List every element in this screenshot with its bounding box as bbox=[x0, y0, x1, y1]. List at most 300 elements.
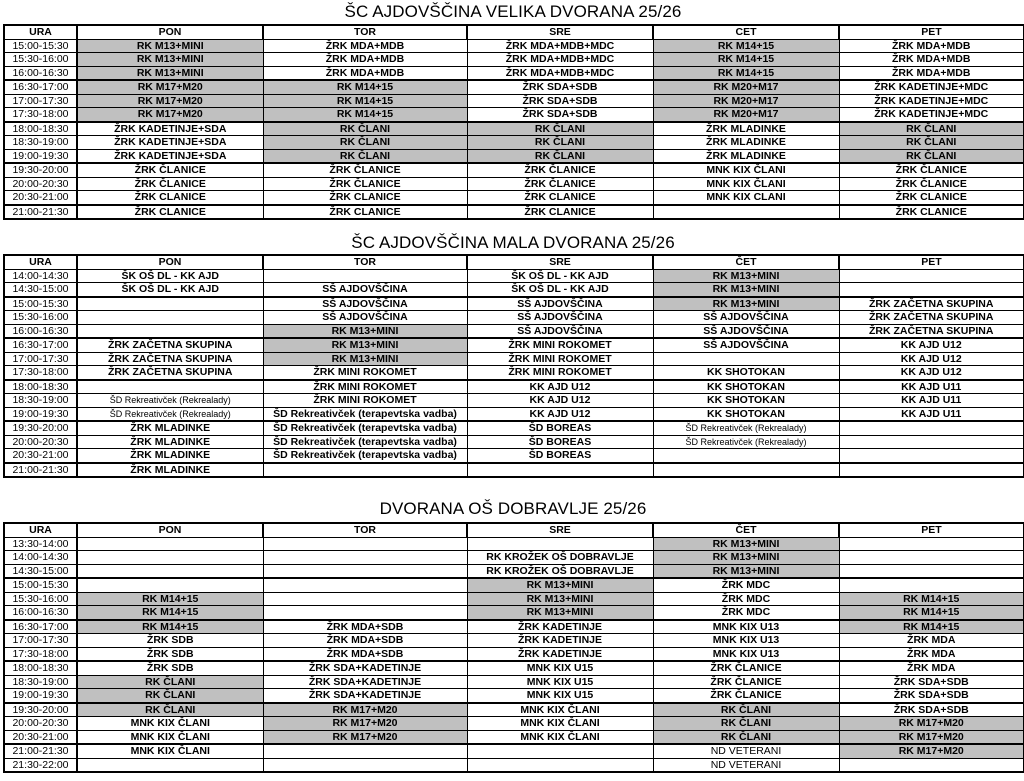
schedule-cell-cet: RK M13+MINI bbox=[653, 537, 839, 551]
schedule-table bbox=[3, 254, 1024, 478]
schedule-cell-pet: ŽRK ZAČETNA SKUPINA bbox=[839, 297, 1024, 311]
schedule-cell-tor bbox=[263, 537, 467, 551]
schedule-cell-pon bbox=[77, 380, 263, 394]
schedule-cell-tor: ŽRK SDA+KADETINJE bbox=[263, 689, 467, 703]
schedule-cell-pon: ŠK OŠ DL - KK AJD bbox=[77, 269, 263, 283]
time-slot: 16:30-17:00 bbox=[4, 620, 77, 634]
schedule-cell-tor: ŽRK MDA+SDB bbox=[263, 634, 467, 648]
time-slot: 20:30-21:00 bbox=[4, 449, 77, 463]
column-header-pet: PET bbox=[839, 255, 1024, 269]
time-slot: 16:30-17:00 bbox=[4, 338, 77, 352]
schedule-cell-sre: RK KROŽEK OŠ DOBRAVLJE bbox=[467, 551, 653, 565]
schedule-cell-pon: ŽRK CLANICE bbox=[77, 205, 263, 220]
table-row bbox=[4, 149, 1024, 163]
schedule-cell-pon: ŽRK ZAČETNA SKUPINA bbox=[77, 366, 263, 380]
schedule-cell-pet: ŽRK CLANICE bbox=[839, 205, 1024, 220]
schedule-cell-pon: ŽRK SDB bbox=[77, 661, 263, 675]
schedule-cell-pet bbox=[839, 463, 1024, 478]
schedule-cell-pon bbox=[77, 758, 263, 772]
time-slot: 18:30-19:00 bbox=[4, 675, 77, 689]
schedule-cell-cet: RK M20+M17 bbox=[653, 94, 839, 108]
column-header-pon: PON bbox=[77, 25, 263, 39]
schedule-cell-cet: ŽRK ČLANICE bbox=[653, 675, 839, 689]
time-slot: 19:00-19:30 bbox=[4, 407, 77, 421]
schedule-table bbox=[3, 522, 1024, 773]
time-slot: 13:30-14:00 bbox=[4, 537, 77, 551]
schedule-cell-tor: RK M17+M20 bbox=[263, 717, 467, 731]
column-header-cet: ČET bbox=[653, 255, 839, 269]
schedule-cell-pon: RK M17+M20 bbox=[77, 80, 263, 94]
schedule-cell-pon bbox=[77, 537, 263, 551]
schedule-cell-cet: MNK KIX U13 bbox=[653, 647, 839, 661]
schedule-cell-pon: RK M14+15 bbox=[77, 606, 263, 620]
schedule-cell-pon: MNK KIX ČLANI bbox=[77, 744, 263, 758]
table-row bbox=[4, 463, 1024, 478]
time-slot: 19:30-20:00 bbox=[4, 703, 77, 717]
schedule-cell-cet: RK M13+MINI bbox=[653, 269, 839, 283]
time-slot: 14:30-15:00 bbox=[4, 283, 77, 297]
schedule-cell-sre: RK KROŽEK OŠ DOBRAVLJE bbox=[467, 564, 653, 578]
schedule-cell-pet: ŽRK KADETINJE+MDC bbox=[839, 94, 1024, 108]
table-row bbox=[4, 66, 1024, 80]
schedule-cell-pet: RK ČLANI bbox=[839, 136, 1024, 150]
schedule-cell-cet: ND VETERANI bbox=[653, 744, 839, 758]
table-row bbox=[4, 435, 1024, 449]
schedule-cell-sre: RK M13+MINI bbox=[467, 592, 653, 606]
schedule-cell-sre: ŽRK ČLANICE bbox=[467, 163, 653, 177]
schedule-cell-pet: ŽRK CLANICE bbox=[839, 191, 1024, 205]
time-slot: 20:30-21:00 bbox=[4, 191, 77, 205]
table-row bbox=[4, 620, 1024, 634]
schedule-cell-pon bbox=[77, 564, 263, 578]
schedule-cell-pet: KK AJD U11 bbox=[839, 394, 1024, 408]
schedule-cell-pet bbox=[839, 537, 1024, 551]
time-slot: 18:00-18:30 bbox=[4, 122, 77, 136]
time-slot: 14:30-15:00 bbox=[4, 564, 77, 578]
table-row bbox=[4, 352, 1024, 366]
schedule-cell-sre: ŽRK CLANICE bbox=[467, 191, 653, 205]
table-row bbox=[4, 53, 1024, 67]
table-row bbox=[4, 407, 1024, 421]
schedule-cell-pon: RK M17+M20 bbox=[77, 108, 263, 122]
schedule-cell-pon: MNK KIX ČLANI bbox=[77, 717, 263, 731]
table-row bbox=[4, 177, 1024, 191]
column-header-sre: SRE bbox=[467, 25, 653, 39]
schedule-cell-cet: ŽRK MDC bbox=[653, 578, 839, 592]
time-slot: 20:30-21:00 bbox=[4, 730, 77, 744]
table-row bbox=[4, 564, 1024, 578]
table-row bbox=[4, 163, 1024, 177]
schedule-cell-pet bbox=[839, 578, 1024, 592]
column-header-cet: ČET bbox=[653, 523, 839, 537]
schedule-cell-pet: ŽRK SDA+SDB bbox=[839, 675, 1024, 689]
schedule-cell-cet: SŠ AJDOVŠČINA bbox=[653, 324, 839, 338]
schedule-cell-cet: RK M14+15 bbox=[653, 53, 839, 67]
schedule-cell-pon: ŠD Rekreativček (Rekrealady) bbox=[77, 394, 263, 408]
table-row bbox=[4, 94, 1024, 108]
schedule-cell-pon: RK ČLANI bbox=[77, 675, 263, 689]
schedule-cell-sre: ŽRK MDA+MDB+MDC bbox=[467, 66, 653, 80]
schedule-cell-tor: ŽRK ČLANICE bbox=[263, 163, 467, 177]
schedule-cell-tor: ŽRK CLANICE bbox=[263, 191, 467, 205]
column-header-ura: URA bbox=[4, 25, 77, 39]
time-slot: 20:00-20:30 bbox=[4, 435, 77, 449]
schedule-cell-pet bbox=[839, 564, 1024, 578]
section-title: ŠC AJDOVŠČINA MALA DVORANA 25/26 bbox=[351, 233, 675, 252]
schedule-cell-cet: MNK KIX ČLANI bbox=[653, 163, 839, 177]
schedule-cell-tor: RK M13+MINI bbox=[263, 338, 467, 352]
schedule-cell-cet bbox=[653, 352, 839, 366]
schedule-cell-pon: RK M13+MINI bbox=[77, 53, 263, 67]
column-header-cet: CET bbox=[653, 25, 839, 39]
schedule-cell-pet bbox=[839, 283, 1024, 297]
schedule-cell-sre: ŽRK KADETINJE bbox=[467, 634, 653, 648]
schedule-cell-cet: RK M20+M17 bbox=[653, 108, 839, 122]
table-row bbox=[4, 758, 1024, 772]
schedule-cell-sre: ŽRK KADETINJE bbox=[467, 647, 653, 661]
schedule-cell-tor: ŠD Rekreativček (terapevtska vadba) bbox=[263, 421, 467, 435]
table-row bbox=[4, 297, 1024, 311]
column-header-sre: SRE bbox=[467, 255, 653, 269]
table-row bbox=[4, 421, 1024, 435]
schedule-cell-pet: ŽRK ZAČETNA SKUPINA bbox=[839, 311, 1024, 325]
schedule-cell-tor: RK M13+MINI bbox=[263, 324, 467, 338]
schedule-cell-pet: ŽRK MDA bbox=[839, 647, 1024, 661]
schedule-cell-tor: ŽRK SDA+KADETINJE bbox=[263, 675, 467, 689]
schedule-cell-pon: ŠD Rekreativček (Rekrealady) bbox=[77, 407, 263, 421]
table-row bbox=[4, 324, 1024, 338]
table-row bbox=[4, 269, 1024, 283]
schedule-cell-pet: ŽRK KADETINJE+MDC bbox=[839, 108, 1024, 122]
schedule-cell-cet: MNK KIX CLANI bbox=[653, 191, 839, 205]
schedule-cell-sre bbox=[467, 537, 653, 551]
schedule-cell-sre: RK ČLANI bbox=[467, 149, 653, 163]
table-row bbox=[4, 703, 1024, 717]
schedule-cell-pet bbox=[839, 758, 1024, 772]
schedule-cell-cet: ŽRK MDC bbox=[653, 606, 839, 620]
schedule-cell-tor: ŽRK MDA+SDB bbox=[263, 620, 467, 634]
schedule-cell-sre: MNK KIX ČLANI bbox=[467, 730, 653, 744]
time-slot: 16:30-17:00 bbox=[4, 80, 77, 94]
schedule-cell-pet: RK M14+15 bbox=[839, 592, 1024, 606]
column-header-tor: TOR bbox=[263, 523, 467, 537]
section-title: DVORANA OŠ DOBRAVLJE 25/26 bbox=[379, 499, 647, 518]
schedule-cell-cet: ŽRK MLADINKE bbox=[653, 149, 839, 163]
schedule-cell-pon: ŽRK CLANICE bbox=[77, 191, 263, 205]
column-header-pon: PON bbox=[77, 523, 263, 537]
time-slot: 15:30-16:00 bbox=[4, 53, 77, 67]
schedule-cell-pon: RK M14+15 bbox=[77, 620, 263, 634]
schedule-cell-tor bbox=[263, 758, 467, 772]
table-row bbox=[4, 449, 1024, 463]
schedule-cell-cet: RK M20+M17 bbox=[653, 80, 839, 94]
table-row bbox=[4, 634, 1024, 648]
table-row bbox=[4, 108, 1024, 122]
schedule-cell-pet: RK M17+M20 bbox=[839, 730, 1024, 744]
table-row bbox=[4, 283, 1024, 297]
column-header-pon: PON bbox=[77, 255, 263, 269]
table-row bbox=[4, 80, 1024, 94]
schedule-cell-pet: RK ČLANI bbox=[839, 149, 1024, 163]
schedule-cell-sre: ŠD BOREAS bbox=[467, 421, 653, 435]
schedule-cell-sre: ŽRK SDA+SDB bbox=[467, 94, 653, 108]
schedule-cell-pon: ŽRK MLADINKE bbox=[77, 449, 263, 463]
time-slot: 21:30-22:00 bbox=[4, 758, 77, 772]
schedule-cell-tor bbox=[263, 463, 467, 478]
table-row bbox=[4, 338, 1024, 352]
schedule-cell-cet: MNK KIX ČLANI bbox=[653, 177, 839, 191]
time-slot: 18:30-19:00 bbox=[4, 136, 77, 150]
table-row bbox=[4, 730, 1024, 744]
schedule-cell-tor bbox=[263, 578, 467, 592]
schedule-cell-cet: RK ČLANI bbox=[653, 730, 839, 744]
time-slot: 15:00-15:30 bbox=[4, 39, 77, 53]
schedule-cell-pon: RK M13+MINI bbox=[77, 39, 263, 53]
header-row bbox=[4, 523, 1024, 537]
schedule-cell-pon: RK ČLANI bbox=[77, 703, 263, 717]
schedule-cell-sre: RK ČLANI bbox=[467, 122, 653, 136]
schedule-cell-tor: ŠD Rekreativček (terapevtska vadba) bbox=[263, 435, 467, 449]
schedule-cell-pon bbox=[77, 578, 263, 592]
schedule-cell-pet: ŽRK MDA+MDB bbox=[839, 66, 1024, 80]
schedule-cell-sre: RK M13+MINI bbox=[467, 578, 653, 592]
schedule-cell-sre: MNK KIX U15 bbox=[467, 661, 653, 675]
table-row bbox=[4, 661, 1024, 675]
schedule-cell-pet: RK M17+M20 bbox=[839, 744, 1024, 758]
schedule-cell-cet: RK ČLANI bbox=[653, 703, 839, 717]
schedule-cell-cet: RK M14+15 bbox=[653, 66, 839, 80]
time-slot: 16:00-16:30 bbox=[4, 324, 77, 338]
schedule-cell-pon: ŽRK ČLANICE bbox=[77, 177, 263, 191]
schedule-cell-tor: RK M17+M20 bbox=[263, 730, 467, 744]
schedule-cell-cet: MNK KIX U13 bbox=[653, 634, 839, 648]
schedule-cell-pet: ŽRK ČLANICE bbox=[839, 177, 1024, 191]
table-row bbox=[4, 122, 1024, 136]
schedule-cell-pet: RK M17+M20 bbox=[839, 717, 1024, 731]
column-header-tor: TOR bbox=[263, 255, 467, 269]
schedule-cell-pet: ŽRK SDA+SDB bbox=[839, 703, 1024, 717]
time-slot: 21:00-21:30 bbox=[4, 463, 77, 478]
time-slot: 17:30-18:00 bbox=[4, 366, 77, 380]
schedule-cell-pon: RK ČLANI bbox=[77, 689, 263, 703]
schedule-cell-tor bbox=[263, 592, 467, 606]
time-slot: 21:00-21:30 bbox=[4, 205, 77, 220]
schedule-cell-tor bbox=[263, 606, 467, 620]
schedule-cell-tor: ŽRK MINI ROKOMET bbox=[263, 366, 467, 380]
table-row bbox=[4, 191, 1024, 205]
schedule-cell-sre: RK ČLANI bbox=[467, 136, 653, 150]
schedule-cell-pet: RK ČLANI bbox=[839, 122, 1024, 136]
time-slot: 19:00-19:30 bbox=[4, 689, 77, 703]
schedule-cell-pet bbox=[839, 435, 1024, 449]
schedule-cell-cet: RK ČLANI bbox=[653, 717, 839, 731]
schedule-cell-tor: ŽRK MINI ROKOMET bbox=[263, 394, 467, 408]
schedule-cell-cet: ŠD Rekreativček (Rekrealady) bbox=[653, 421, 839, 435]
schedule-cell-cet: ND VETERANI bbox=[653, 758, 839, 772]
schedule-cell-tor: ŽRK CLANICE bbox=[263, 205, 467, 220]
time-slot: 19:30-20:00 bbox=[4, 421, 77, 435]
schedule-cell-pon: ŽRK MLADINKE bbox=[77, 435, 263, 449]
schedule-cell-tor: ŽRK MINI ROKOMET bbox=[263, 380, 467, 394]
schedule-cell-cet: ŽRK MLADINKE bbox=[653, 122, 839, 136]
column-header-pet: PET bbox=[839, 25, 1024, 39]
schedule-cell-pet: ŽRK MDA bbox=[839, 634, 1024, 648]
schedule-cell-pet: KK AJD U11 bbox=[839, 407, 1024, 421]
schedule-cell-cet: ŽRK ČLANICE bbox=[653, 661, 839, 675]
schedule-cell-cet: KK SHOTOKAN bbox=[653, 380, 839, 394]
time-slot: 18:30-19:00 bbox=[4, 394, 77, 408]
table-row bbox=[4, 689, 1024, 703]
schedule-cell-tor: RK ČLANI bbox=[263, 136, 467, 150]
schedule-cell-cet: KK SHOTOKAN bbox=[653, 394, 839, 408]
schedule-cell-tor bbox=[263, 744, 467, 758]
schedule-cell-sre: ŽRK MINI ROKOMET bbox=[467, 352, 653, 366]
time-slot: 18:00-18:30 bbox=[4, 661, 77, 675]
schedule-cell-pet: ŽRK ZAČETNA SKUPINA bbox=[839, 324, 1024, 338]
schedule-cell-sre: RK M13+MINI bbox=[467, 606, 653, 620]
schedule-cell-pet bbox=[839, 449, 1024, 463]
column-header-tor: TOR bbox=[263, 25, 467, 39]
schedule-cell-pon: ŽRK MLADINKE bbox=[77, 463, 263, 478]
time-slot: 18:00-18:30 bbox=[4, 380, 77, 394]
schedule-cell-sre: MNK KIX ČLANI bbox=[467, 717, 653, 731]
table-row bbox=[4, 205, 1024, 220]
schedule-cell-pon bbox=[77, 551, 263, 565]
column-header-sre: SRE bbox=[467, 523, 653, 537]
schedule-cell-sre bbox=[467, 463, 653, 478]
time-slot: 14:00-14:30 bbox=[4, 551, 77, 565]
schedule-cell-sre: ŠK OŠ DL - KK AJD bbox=[467, 283, 653, 297]
schedule-cell-sre: ŽRK CLANICE bbox=[467, 205, 653, 220]
schedule-cell-pet: ŽRK MDA bbox=[839, 661, 1024, 675]
schedule-cell-pet: KK AJD U11 bbox=[839, 380, 1024, 394]
schedule-cell-tor: ŽRK SDA+KADETINJE bbox=[263, 661, 467, 675]
time-slot: 17:00-17:30 bbox=[4, 94, 77, 108]
schedule-cell-sre: KK AJD U12 bbox=[467, 380, 653, 394]
schedule-cell-pon: ŽRK ZAČETNA SKUPINA bbox=[77, 352, 263, 366]
schedule-cell-cet: KK SHOTOKAN bbox=[653, 366, 839, 380]
schedule-cell-pet: ŽRK KADETINJE+MDC bbox=[839, 80, 1024, 94]
time-slot: 16:00-16:30 bbox=[4, 606, 77, 620]
schedule-cell-pet: KK AJD U12 bbox=[839, 352, 1024, 366]
schedule-table bbox=[3, 24, 1024, 220]
schedule-cell-pet bbox=[839, 421, 1024, 435]
table-row bbox=[4, 39, 1024, 53]
schedule-cell-pet: ŽRK MDA+MDB bbox=[839, 53, 1024, 67]
schedule-cell-sre: ŠD BOREAS bbox=[467, 435, 653, 449]
schedule-cell-sre: ŽRK MDA+MDB+MDC bbox=[467, 53, 653, 67]
schedule-cell-pon: ŽRK ČLANICE bbox=[77, 163, 263, 177]
time-slot: 16:00-16:30 bbox=[4, 66, 77, 80]
schedule-cell-pon: ŽRK MLADINKE bbox=[77, 421, 263, 435]
schedule-cell-sre: MNK KIX ČLANI bbox=[467, 703, 653, 717]
schedule-cell-tor: RK M14+15 bbox=[263, 108, 467, 122]
table-row bbox=[4, 578, 1024, 592]
schedule-cell-sre bbox=[467, 758, 653, 772]
schedule-cell-cet: ŽRK MLADINKE bbox=[653, 136, 839, 150]
schedule-cell-sre: MNK KIX U15 bbox=[467, 675, 653, 689]
schedule-cell-cet: RK M13+MINI bbox=[653, 564, 839, 578]
schedule-cell-pet: KK AJD U12 bbox=[839, 366, 1024, 380]
time-slot: 17:00-17:30 bbox=[4, 634, 77, 648]
schedule-cell-cet bbox=[653, 205, 839, 220]
schedule-cell-tor: ŽRK MDA+MDB bbox=[263, 53, 467, 67]
schedule-cell-sre: ŽRK ČLANICE bbox=[467, 177, 653, 191]
schedule-cell-tor bbox=[263, 269, 467, 283]
schedule-cell-pon: ŽRK ZAČETNA SKUPINA bbox=[77, 338, 263, 352]
schedule-cell-cet: ŠD Rekreativček (Rekrealady) bbox=[653, 435, 839, 449]
schedule-cell-pon: ŽRK KADETINJE+SDA bbox=[77, 149, 263, 163]
schedule-cell-sre: ŽRK MINI ROKOMET bbox=[467, 338, 653, 352]
schedule-cell-pon bbox=[77, 324, 263, 338]
schedule-cell-tor: ŠD Rekreativček (terapevtska vadba) bbox=[263, 407, 467, 421]
schedule-cell-sre: ŽRK MDA+MDB+MDC bbox=[467, 39, 653, 53]
schedule-cell-pet: ŽRK MDA+MDB bbox=[839, 39, 1024, 53]
schedule-cell-pon: ŽRK KADETINJE+SDA bbox=[77, 136, 263, 150]
column-header-ura: URA bbox=[4, 523, 77, 537]
table-row bbox=[4, 537, 1024, 551]
schedule-cell-cet bbox=[653, 463, 839, 478]
schedule-cell-tor: SŠ AJDOVŠČINA bbox=[263, 311, 467, 325]
column-header-ura: URA bbox=[4, 255, 77, 269]
time-slot: 15:30-16:00 bbox=[4, 592, 77, 606]
schedule-cell-tor: RK M14+15 bbox=[263, 80, 467, 94]
schedule-cell-pon bbox=[77, 311, 263, 325]
schedule-cell-tor: ŽRK MDA+MDB bbox=[263, 39, 467, 53]
schedule-cell-cet: SŠ AJDOVŠČINA bbox=[653, 338, 839, 352]
schedule-cell-tor: ŠD Rekreativček (terapevtska vadba) bbox=[263, 449, 467, 463]
schedule-cell-tor: ŽRK ČLANICE bbox=[263, 177, 467, 191]
table-row bbox=[4, 366, 1024, 380]
table-row bbox=[4, 394, 1024, 408]
table-row bbox=[4, 136, 1024, 150]
schedule-cell-pon: ŽRK KADETINJE+SDA bbox=[77, 122, 263, 136]
schedule-cell-sre: SŠ AJDOVŠČINA bbox=[467, 311, 653, 325]
schedule-cell-pet bbox=[839, 551, 1024, 565]
schedule-cell-tor: RK M17+M20 bbox=[263, 703, 467, 717]
time-slot: 19:30-20:00 bbox=[4, 163, 77, 177]
schedule-cell-sre: ŽRK SDA+SDB bbox=[467, 80, 653, 94]
schedule-cell-sre: ŽRK KADETINJE bbox=[467, 620, 653, 634]
schedule-cell-pon: RK M13+MINI bbox=[77, 66, 263, 80]
schedule-cell-cet: RK M13+MINI bbox=[653, 551, 839, 565]
time-slot: 15:00-15:30 bbox=[4, 297, 77, 311]
section-title: ŠC AJDOVŠČINA VELIKA DVORANA 25/26 bbox=[344, 2, 682, 21]
time-slot: 17:00-17:30 bbox=[4, 352, 77, 366]
time-slot: 19:00-19:30 bbox=[4, 149, 77, 163]
time-slot: 15:00-15:30 bbox=[4, 578, 77, 592]
schedule-cell-pet: RK M14+15 bbox=[839, 620, 1024, 634]
schedule-cell-sre: ŠD BOREAS bbox=[467, 449, 653, 463]
table-row bbox=[4, 606, 1024, 620]
schedule-cell-sre bbox=[467, 744, 653, 758]
schedule-cell-pon: ŽRK SDB bbox=[77, 647, 263, 661]
schedule-cell-pon: MNK KIX ČLANI bbox=[77, 730, 263, 744]
schedule-cell-sre: MNK KIX U15 bbox=[467, 689, 653, 703]
schedule-cell-tor: RK M14+15 bbox=[263, 94, 467, 108]
schedule-cell-pon: ŽRK SDB bbox=[77, 634, 263, 648]
schedule-cell-cet: ŽRK MDC bbox=[653, 592, 839, 606]
schedule-cell-pet: KK AJD U12 bbox=[839, 338, 1024, 352]
schedule-cell-tor: ŽRK MDA+MDB bbox=[263, 66, 467, 80]
time-slot: 21:00-21:30 bbox=[4, 744, 77, 758]
schedule-cell-cet: KK SHOTOKAN bbox=[653, 407, 839, 421]
schedule-cell-pet: ŽRK SDA+SDB bbox=[839, 689, 1024, 703]
schedule-cell-tor: SŠ AJDOVŠČINA bbox=[263, 283, 467, 297]
schedule-cell-cet: RK M13+MINI bbox=[653, 297, 839, 311]
schedule-cell-tor: RK ČLANI bbox=[263, 149, 467, 163]
schedule-cell-sre: KK AJD U12 bbox=[467, 394, 653, 408]
